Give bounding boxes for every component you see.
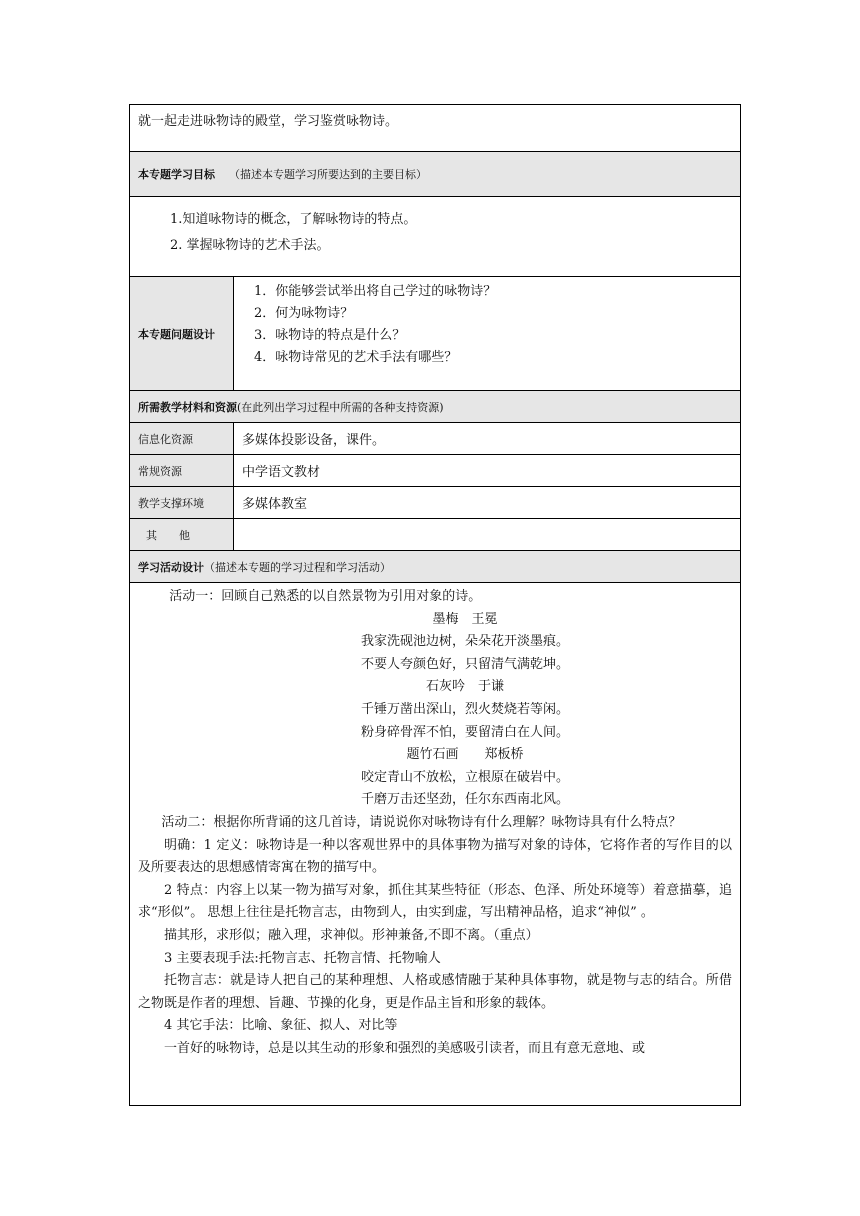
- questions-label: 本专题问题设计: [130, 277, 234, 390]
- activity-two: 活动二：根据你所背诵的这几首诗，请说说你对咏物诗有什么理解？咏物诗具有什么特点？: [161, 814, 682, 830]
- poem-line: 粉身碎骨浑不怕，要留清白在人间。: [360, 724, 569, 740]
- question-item: 2．何为咏物诗？: [254, 306, 354, 321]
- resources-header: [130, 391, 740, 423]
- questions-list: [234, 277, 740, 390]
- poem-title: 题竹石画 郑板桥: [406, 747, 524, 763]
- poem-title: 墨梅 王冕: [432, 611, 498, 627]
- goals-header-note: （描述本专题学习所要达到的主要目标）: [229, 168, 427, 181]
- goal-item: 1.知道咏物诗的概念，了解咏物诗的特点。: [170, 212, 417, 227]
- resource-row: [130, 519, 740, 551]
- resource-value: 多媒体投影设备，课件。: [242, 433, 386, 448]
- poem-title: 石灰吟 于谦: [425, 679, 504, 695]
- poem-line: 千锤万凿出深山，烈火焚烧若等闲。: [360, 701, 569, 717]
- poem-line: 我家洗砚池边树，朵朵花开淡墨痕。: [360, 634, 569, 650]
- resource-row: [130, 487, 740, 519]
- features-paragraph: 2 特点：内容上以某一物为描写对象，抓住其某些特征（形态、色泽、所处环境等）着意描摹，追求“形似”。 思想上往往是托物言志，由物到人，由实到虚，写出精神品格，追求“神似” 。: [138, 882, 732, 921]
- activity-one: 活动一：回顾自己熟悉的以自然景物为引用对象的诗。: [169, 589, 482, 604]
- resource-row: [130, 423, 740, 455]
- other-techniques-paragraph: 4 其它手法：比喻、象征、拟人、对比等: [164, 1018, 398, 1034]
- activity-header: [130, 551, 740, 583]
- tuowuyanzhi-paragraph: 托物言志：就是诗人把自己的某种理想、人格或感情融于某种具体事物，就是物与志的结合。所借之物既是作者的理想、旨趣、节操的化身，更是作品主旨和形象的载体。: [138, 973, 732, 1011]
- resources-header-title: 所需教学材料和资源: [138, 400, 237, 414]
- question-item: 3．咏物诗的特点是什么？: [254, 328, 406, 343]
- resource-value: 多媒体教室: [242, 497, 308, 512]
- resources-header-note: (在此列出学习过程中所需的各种支持资源): [237, 400, 444, 414]
- activity-body: [130, 583, 740, 1105]
- resource-label: 信息化资源: [130, 423, 234, 454]
- activity-header-note: （描述本专题的学习过程和学习活动）: [204, 560, 391, 574]
- goals-header: [130, 152, 740, 197]
- resource-value: 中学语文教材: [242, 465, 321, 480]
- intro-row: [130, 105, 740, 152]
- resource-label: 常规资源: [130, 455, 234, 486]
- lesson-plan-table: [129, 104, 741, 1106]
- goals-list: [130, 197, 740, 277]
- intro-text: 就一起走进咏物诗的殿堂，学习鉴赏咏物诗。: [138, 114, 399, 129]
- question-item: 4．咏物诗常见的艺术手法有哪些？: [254, 350, 458, 365]
- goals-header-title: 本专题学习目标: [138, 168, 215, 181]
- questions-row: [130, 277, 740, 391]
- key-point-paragraph: 描其形，求形似；融入理，求神似。形神兼备,不即不离。（重点）: [164, 927, 539, 943]
- poem-line: 不要人夸颜色好，只留清气满乾坤。: [360, 656, 569, 672]
- resource-label: 其 他: [130, 519, 234, 550]
- definition-paragraph: 明确：1 定义：咏物诗是一种以客观世界中的具体事物为描写对象的诗体，它将作者的写作目的以及所要表达的思想感情寄寓在物的描写中。: [138, 837, 732, 876]
- techniques-paragraph: 3 主要表现手法:托物言志、托物言情、托物喻人: [164, 950, 441, 966]
- poem-line: 千磨万击还坚劲，任尔东西南北风。: [360, 792, 569, 808]
- goal-item: 2. 掌握咏物诗的艺术手法。: [170, 238, 330, 253]
- resource-label: 教学支撑环境: [130, 487, 234, 518]
- closing-paragraph: 一首好的咏物诗，总是以其生动的形象和强烈的美感吸引读者，而且有意无意地、或: [164, 1040, 646, 1056]
- activity-header-title: 学习活动设计: [138, 560, 204, 574]
- question-item: 1．你能够尝试举出将自己学过的咏物诗？: [254, 284, 497, 299]
- poem-line: 咬定青山不放松，立根原在破岩中。: [360, 769, 569, 785]
- resource-row: [130, 455, 740, 487]
- resource-value: [234, 519, 740, 550]
